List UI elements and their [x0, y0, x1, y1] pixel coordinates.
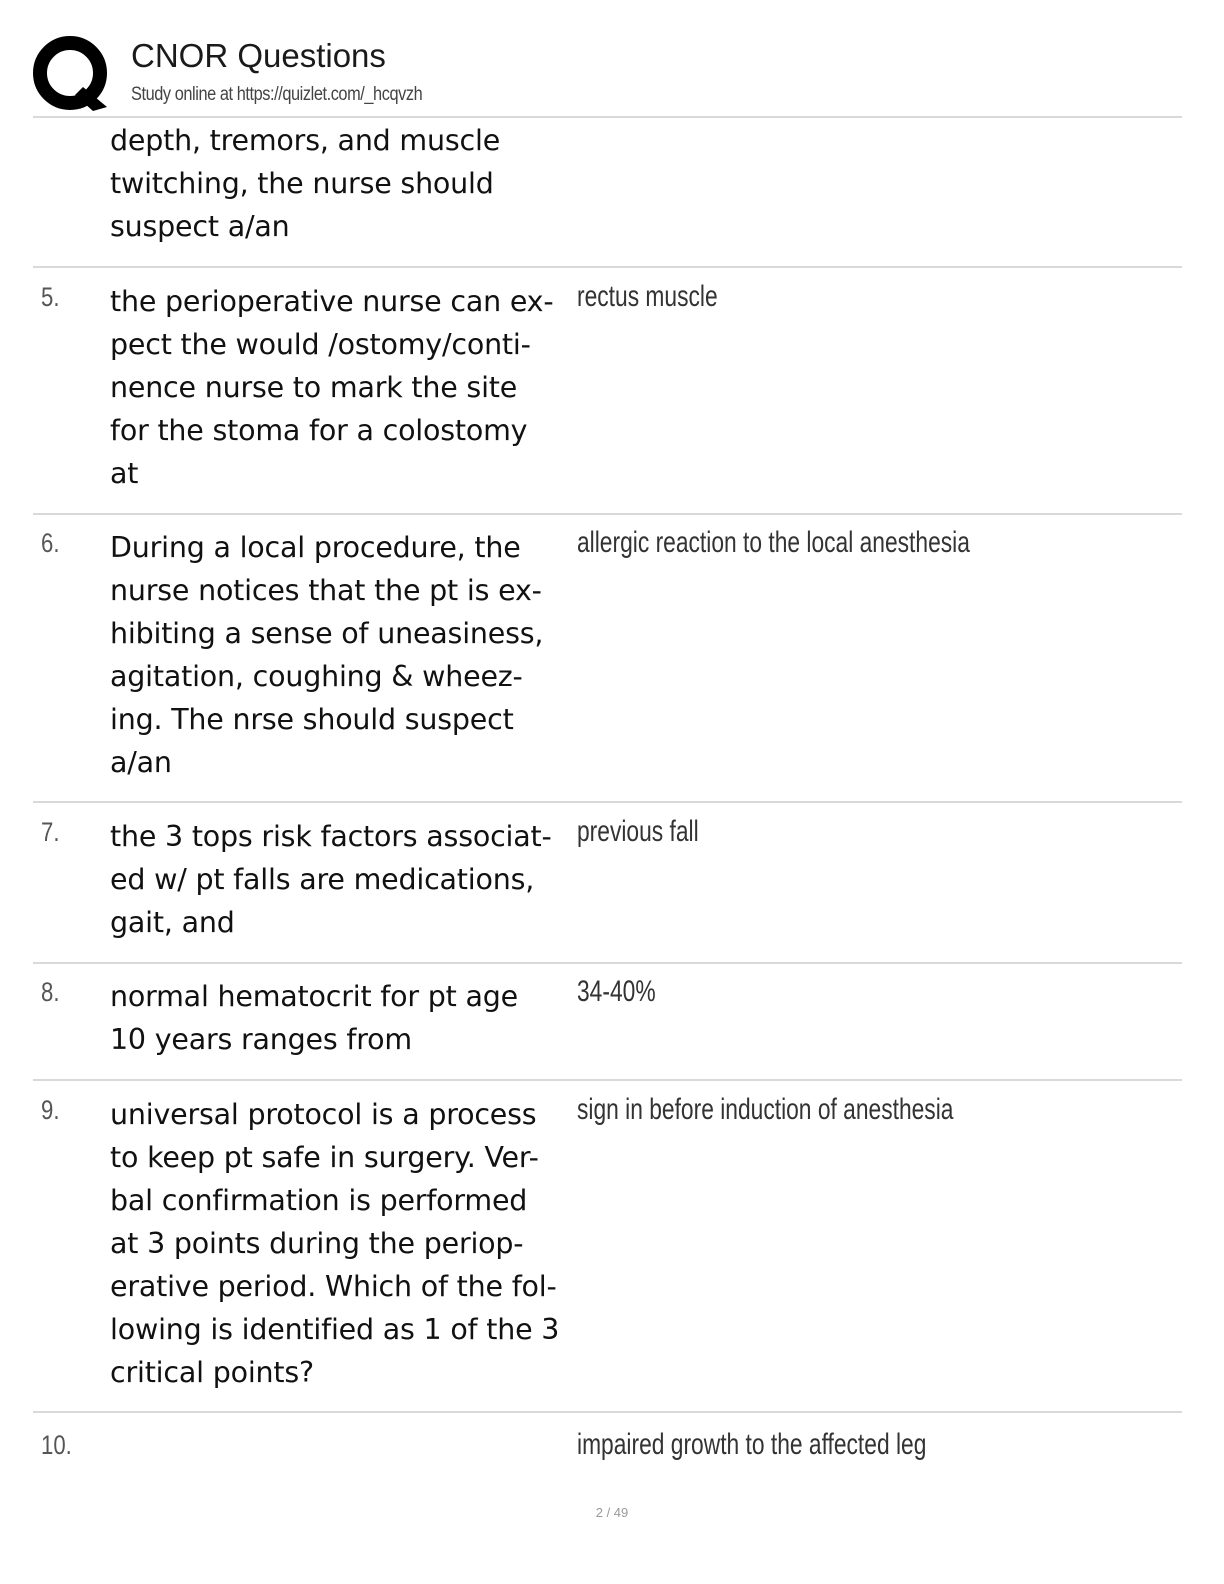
quizlet-logo-icon: [33, 35, 111, 113]
card-definition: allergic reaction to the local anesthesia: [577, 526, 970, 559]
card-number: 7.: [41, 817, 60, 847]
divider: [33, 513, 1182, 515]
card-term: normal hematocrit for pt age 10 years ranges from: [110, 980, 518, 1056]
card-number: 5.: [41, 282, 60, 312]
divider: [33, 1411, 1182, 1413]
card-definition: 34-40%: [577, 975, 656, 1008]
card-number: 10.: [41, 1430, 72, 1460]
card-number: 9.: [41, 1095, 60, 1125]
page-number: 2 / 49: [595, 1505, 629, 1520]
divider: [33, 1079, 1182, 1081]
card-definition: sign in before induction of anesthesia: [577, 1093, 954, 1126]
card-term: the 3 tops risk factors associat- ed w/ pt falls are medications, gait, and: [110, 820, 552, 939]
card-term: depth, tremors, and muscle twitching, the nurse should suspect a/an: [110, 124, 501, 243]
divider: [33, 801, 1182, 803]
card-term: the perioperative nurse can ex- pect the would /ostomy/conti- nence nurse to mark the site for the stoma for a colostomy at: [110, 285, 554, 490]
card-continuation: [33, 119, 1182, 265]
card-term: universal protocol is a process to keep pt safe in surgery. Ver- bal confirmation is performed at 3 points during the periop- erative period. Which of the fol- lowing is identified as 1 of the 3 critical points?: [110, 1098, 560, 1389]
divider: [33, 266, 1182, 268]
divider: [33, 116, 1182, 118]
card-number: 6.: [41, 528, 60, 558]
card-term: During a local procedure, the nurse notices that the pt is ex- hibiting a sense of uneasiness, agitation, coughing & wheez- ing. The nrse should suspect a/an: [110, 531, 544, 779]
card-definition: rectus muscle: [577, 280, 718, 313]
card-definition: impaired growth to the affected leg: [577, 1428, 927, 1461]
page-title: CNOR Questions: [131, 37, 386, 74]
card-definition: previous fall: [577, 815, 699, 848]
divider: [33, 962, 1182, 964]
card-number: 8.: [41, 977, 60, 1007]
study-online-link[interactable]: Study online at https://quizlet.com/_hcqvzh: [131, 84, 423, 105]
